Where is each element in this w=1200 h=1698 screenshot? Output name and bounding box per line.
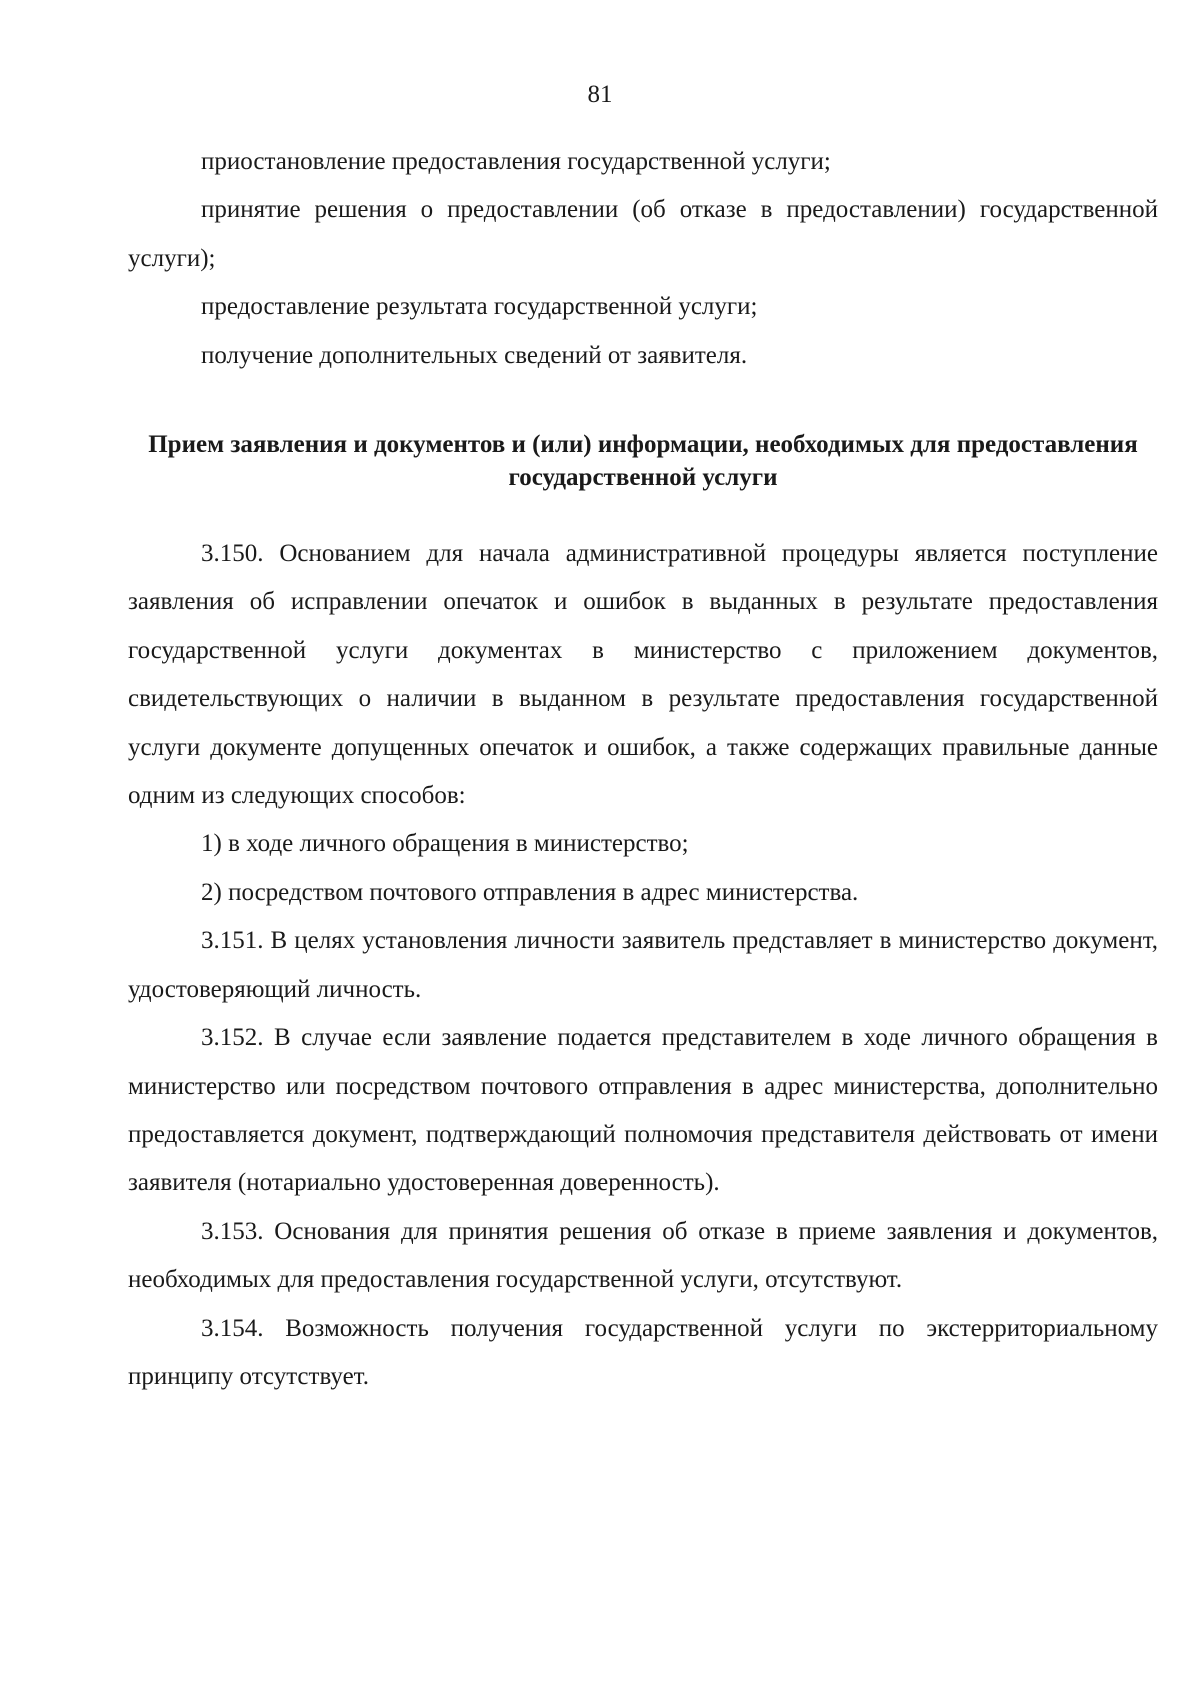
list-item: получение дополнительных сведений от заявителя. bbox=[201, 341, 748, 369]
paragraph-3-150: 3.150. Основанием для начала административной процедуры является поступление заявления об исправлении опечаток и ошибок в выданных в результате предоставления государственной услуги документах в министерство с приложением документов, свидетельствующих о наличии в выданном в результате предоставления государственной услуги документе допущенных опечаток и ошибок, а также содержащих правильные данные одним из следующих способов: bbox=[128, 540, 1158, 810]
paragraph-method-2: 2) посредством почтового отправления в адрес министерства. bbox=[201, 878, 859, 906]
section-heading: Прием заявления и документов и (или) информации, необходимых для предоставления государственной услуги bbox=[148, 431, 1138, 492]
list-item: принятие решения о предоставлении (об отказе в предоставлении) государственной услуги); bbox=[128, 196, 1158, 272]
section-spacer bbox=[128, 494, 1158, 530]
document-body bbox=[128, 138, 1158, 1401]
page-number: 81 bbox=[587, 81, 613, 108]
list-item: приостановление предоставления государственной услуги; bbox=[201, 148, 831, 175]
paragraph-3-153: 3.153. Основания для принятия решения об отказе в приеме заявления и документов, необходимых для предоставления государственной услуги, отсутствуют. bbox=[128, 1217, 1158, 1294]
list-item: предоставление результата государственной услуги; bbox=[201, 293, 758, 321]
section-spacer bbox=[128, 380, 1158, 428]
paragraph-3-152: 3.152. В случае если заявление подается представителем в ходе личного обращения в министерство или посредством почтового отправления в адрес министерства, дополнительно предоставляется документ, подтверждающий полномочия представителя действовать от имени заявителя (нотариально удостоверенная доверенность). bbox=[128, 1024, 1158, 1197]
paragraph-3-151: 3.151. В целях установления личности заявитель представляет в министерство документ, удостоверяющий личность. bbox=[128, 927, 1158, 1003]
paragraph-method-1: 1) в ходе личного обращения в министерство; bbox=[201, 830, 689, 858]
paragraph-3-154: 3.154. Возможность получения государственной услуги по экстерриториальному принципу отсутствует. bbox=[128, 1314, 1158, 1390]
